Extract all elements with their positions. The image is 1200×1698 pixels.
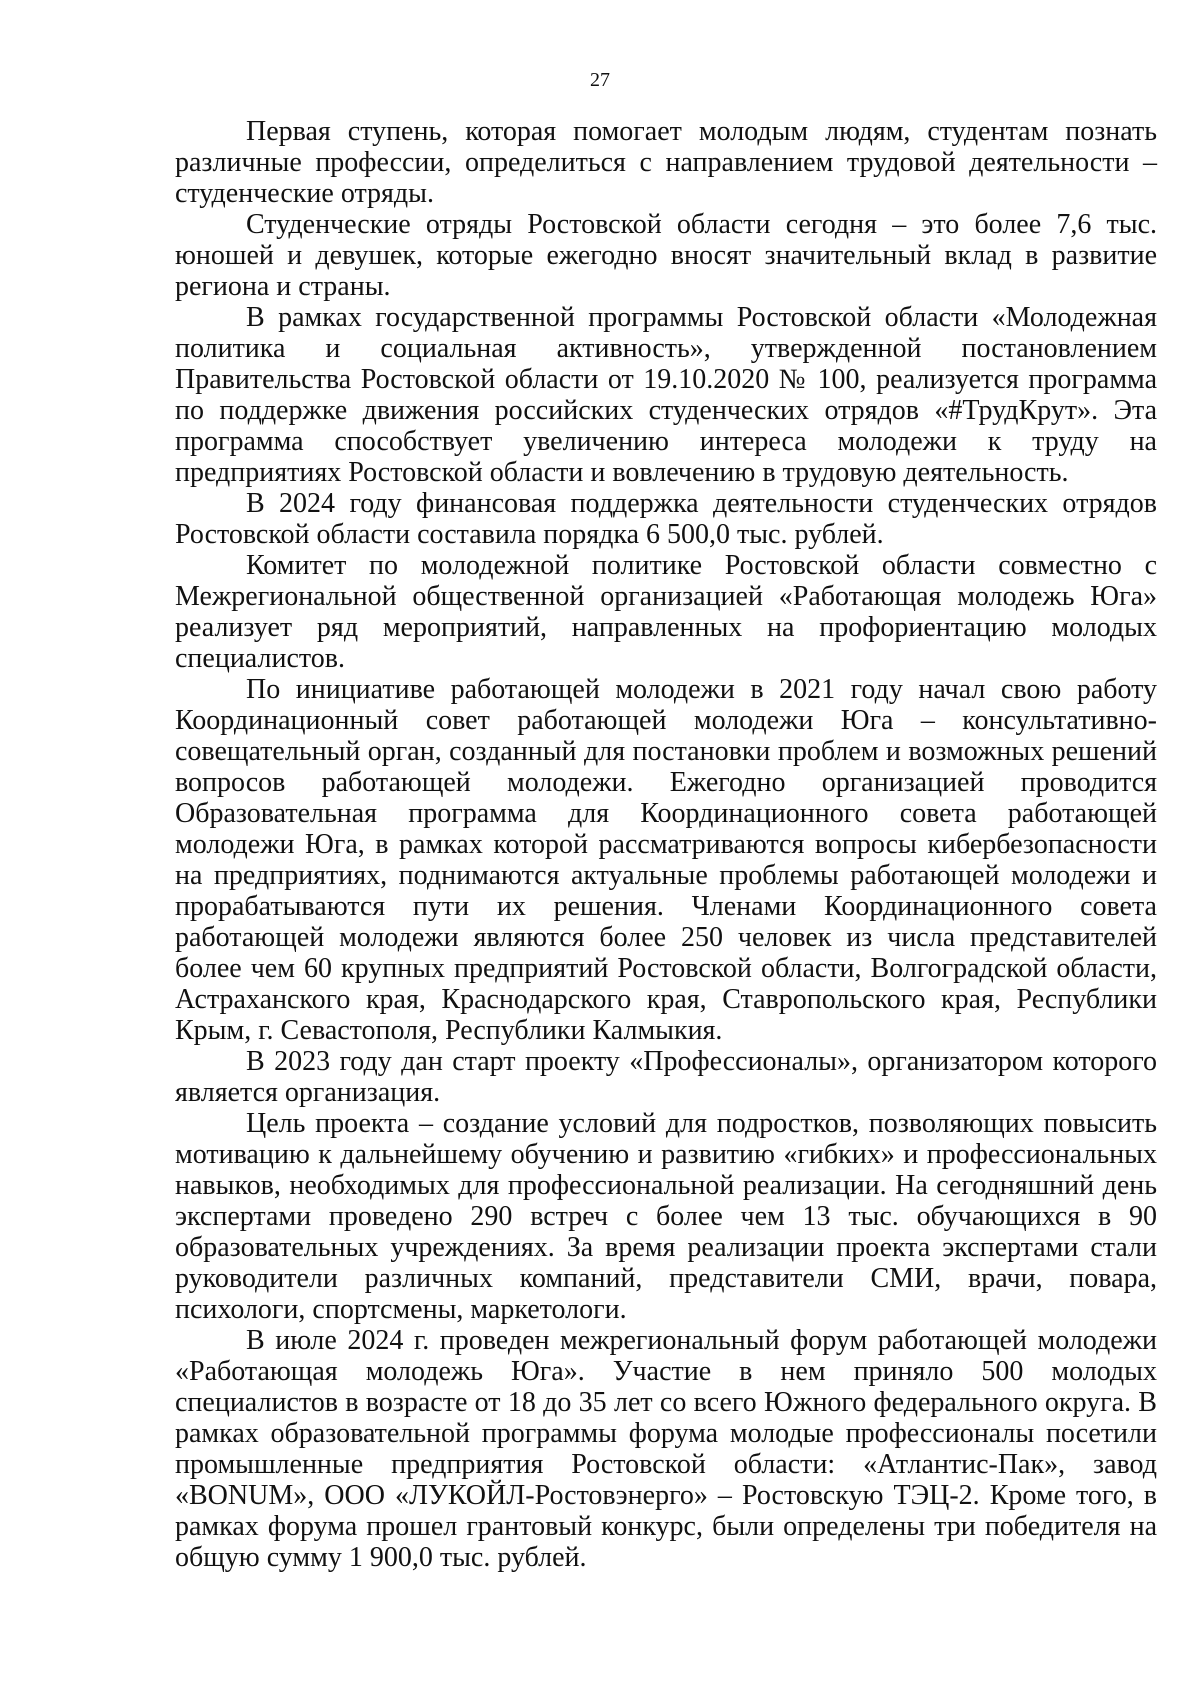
page-number: 27: [590, 69, 610, 91]
document-body: [175, 116, 1157, 1573]
paragraph-professionals-project-start: В 2023 году дан старт проекту «Профессионалы», организатором которого является организация.: [175, 1046, 1157, 1108]
paragraph-forum-2024: В июле 2024 г. проведен межрегиональный форум работающей молодежи «Работающая молодежь Юга». Участие в нем приняло 500 молодых специалистов в возрасте от 18 до 35 лет со всего Южного федерального округа. В рамках образовательной программы форума молодые профессионалы посетили промышленные предприятия Ростовской области: «Атлантис-Пак», завод «BONUM», ООО «ЛУКОЙЛ-Ростовэнерго» – Ростовскую ТЭЦ-2. Кроме того, в рамках форума прошел грантовый конкурс, были определены три победителя на общую сумму 1 900,0 тыс. рублей.: [175, 1325, 1157, 1573]
paragraph-project-goal: Цель проекта – создание условий для подростков, позволяющих повысить мотивацию к дальнейшему обучению и развитию «гибких» и профессиональных навыков, необходимых для профессиональной реализации. На сегодняшний день экспертами проведено 290 встреч с более чем 13 тыс. обучающихся в 90 образовательных учреждениях. За время реализации проекта экспертами стали руководители различных компаний, представители СМИ, врачи, повара, психологи, спортсмены, маркетологи.: [175, 1108, 1157, 1325]
paragraph-committee-cooperation: Комитет по молодежной политике Ростовской области совместно с Межрегиональной общественной организацией «Работающая молодежь Юга» реализует ряд мероприятий, направленных на профориентацию молодых специалистов.: [175, 550, 1157, 674]
paragraph-student-teams-intro: Первая ступень, которая помогает молодым людям, студентам познать различные профессии, определиться с направлением трудовой деятельности – студенческие отряды.: [175, 116, 1157, 209]
paragraph-student-teams-count: Студенческие отряды Ростовской области сегодня – это более 7,6 тыс. юношей и девушек, которые ежегодно вносят значительный вклад в развитие региона и страны.: [175, 209, 1157, 302]
paragraph-coordination-council: По инициативе работающей молодежи в 2021 году начал свою работу Координационный совет работающей молодежи Юга – консультативно-совещательный орган, созданный для постановки проблем и возможных решений вопросов работающей молодежи. Ежегодно организацией проводится Образовательная программа для Координационного совета работающей молодежи Юга, в рамках которой рассматриваются вопросы кибербезопасности на предприятиях, поднимаются актуальные проблемы работающей молодежи и прорабатываются пути их решения. Членами Координационного совета работающей молодежи являются более 250 человек из числа представителей более чем 60 крупных предприятий Ростовской области, Волгоградской области, Астраханского края, Краснодарского края, Ставропольского края, Республики Крым, г. Севастополя, Республики Калмыкия.: [175, 674, 1157, 1046]
paragraph-state-program: В рамках государственной программы Ростовской области «Молодежная политика и социальная активность», утвержденной постановлением Правительства Ростовской области от 19.10.2020 № 100, реализуется программа по поддержке движения российских студенческих отрядов «#ТрудКрут». Эта программа способствует увеличению интереса молодежи к труду на предприятиях Ростовской области и вовлечению в трудовую деятельность.: [175, 302, 1157, 488]
paragraph-funding-2024: В 2024 году финансовая поддержка деятельности студенческих отрядов Ростовской области составила порядка 6 500,0 тыс. рублей.: [175, 488, 1157, 550]
